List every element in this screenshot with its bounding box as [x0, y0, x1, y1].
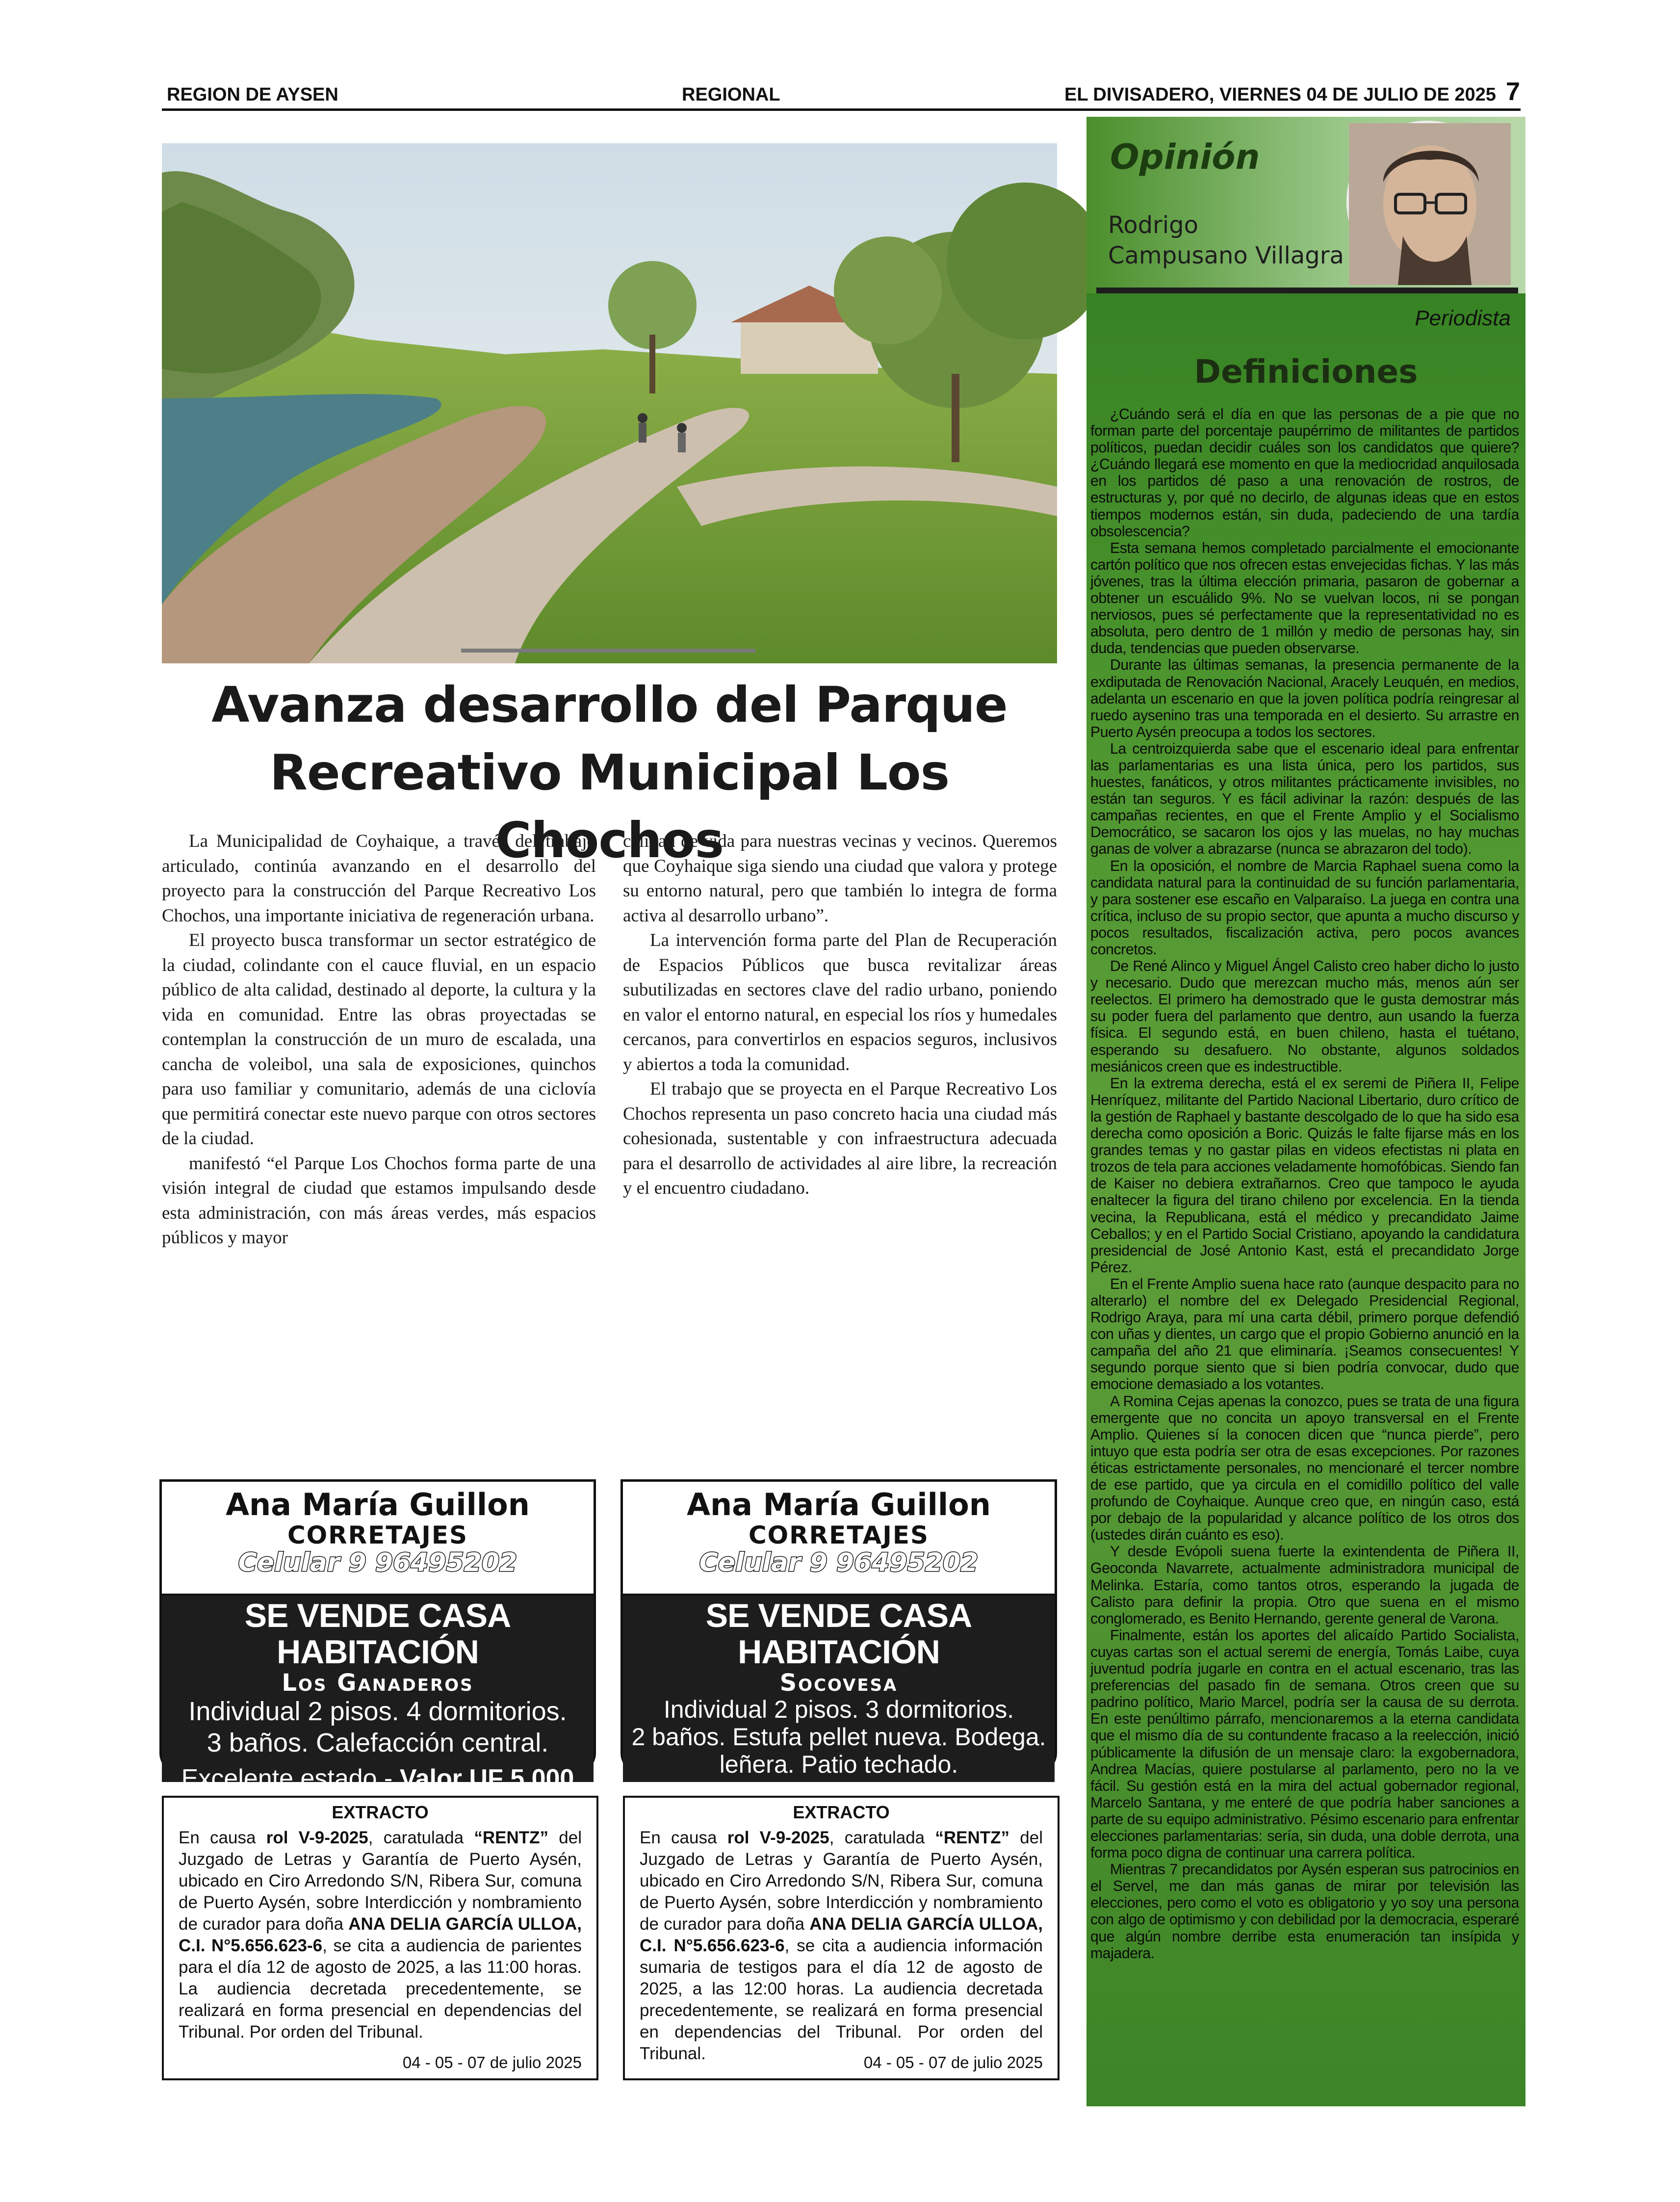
real-estate-ad-2	[620, 1479, 1057, 1810]
ad-phone: Celular 9 96495202	[699, 1548, 979, 1577]
headline-line-1: Avanza desarrollo del Parque	[211, 676, 1008, 734]
ad-company: CORRETAJES	[748, 1521, 930, 1549]
ad-description-2: 3 baños. Calefacción central.	[207, 1728, 549, 1757]
ad-description-1: Individual 2 pisos. 4 dormitorios.	[188, 1697, 567, 1726]
ad-body	[162, 1596, 594, 1793]
opinion-paragraph: Mientras 7 precandidatos por Aysén esperan sus patrocinios en el Servel, me dan más ganas de mirar por televisión las elecciones, pero como el voto es obligatorio y yo soy una persona con algo de optimismo y con debilidad por la democracia, esperaré que algún nombre derribe esta enumeración tan insípida y majadera.	[1090, 1861, 1519, 1962]
ad-condition: Excelente estado -	[181, 1764, 400, 1793]
article-paragraph: La intervención forma parte del Plan de Recuperación de Espacios Públicos que busca revitalizar áreas subutilizadas en sectores clave del radio urbano, poniendo en valor el entorno natural, en especial los ríos y humedales cercanos, para convertirlos en espacios seguros, inclusivos y abiertos a toda la comunidad.	[623, 930, 1057, 1075]
notice-date: 04 - 05 - 07 de julio 2025	[402, 2053, 582, 2071]
article-paragraph: La Municipalidad de Coyhaique, a través del trabajo articulado, continúa avanzando en el desarrollo del proyecto para la construcción del Parque Recreativo Los Chochos, una importante iniciativa de regeneración urbana.	[162, 831, 596, 926]
notice-person: ANA DELIA GARCÍA ULLOA, C.I. N°5.656.623-6	[640, 1914, 1043, 1955]
ad-sector: Socovesa	[779, 1669, 898, 1697]
opinion-paragraph: En el Frente Amplio suena hace rato (aunque despacito para no alterarlo) el nombre del ex Delegado Presidencial Regional, Rodrigo Araya, para mí una carta débil, primero porque defendió con uñas y dientes, un cargo que el propio Gobierno anunció en la campaña del año 21 que eliminaría. ¡Seamos consecuentes! Y segundo porque siento que si bien podría convocar, dudo que emocione demasiado a los votantes.	[1090, 1276, 1519, 1393]
author-first-name: Rodrigo	[1108, 211, 1198, 239]
legal-notice-2	[623, 1796, 1060, 2080]
header-region: REGION DE AYSEN	[167, 84, 338, 105]
opinion-paragraph: Durante las últimas semanas, la presencia permanente de la exdiputada de Renovación Nacional, Aracely Leuquén, en medios, adelanta un escenario en que la joven política podría reingresar al ruedo aysenino tras una temporada en el desierto. Su arrastre en Puerto Aysén preocupa a todos los sectores.	[1090, 657, 1519, 740]
page-number: 7	[1506, 78, 1520, 106]
opinion-paragraph: Esta semana hemos completado parcialmente el emocionante cartón político que nos ofrecen estas envejecidas fichas. Y las más jóvenes, tras la última elección primaria, pasaron de gobernar a obtener un escuálido 9%. No se vuelvan locos, ni se pongan nerviosos, pues sé perfectamente que la representatividad no es absoluta, pero dentro de 1 millón y medio de personas hay, sin duda, tendencias que pueden observarse.	[1090, 540, 1519, 657]
opinion-section-label: Opinión	[1110, 137, 1260, 177]
ad-agent-name: Ana María Guillon	[226, 1487, 530, 1522]
opinion-paragraph: La centroizquierda sabe que el escenario ideal para enfrentar las parlamentarias es una lista única, pero los partidos, sus huestes, fanáticos, y otros militantes prácticamente invisibles, no están tan seguros. Y es fácil adivinar la razón: después de las campañas recientes, en que el Frente Amplio y el Socialismo Democrático, se sacaron los ojos y las muelas, no hay muchas ganas de volver a abrazarse (nunca se abrazaron del todo).	[1090, 740, 1519, 858]
article-photo	[162, 143, 1057, 663]
ad-agent-name: Ana María Guillon	[687, 1487, 991, 1522]
opinion-paragraph: Y desde Evópoli suena fuerte la exintendenta de Piñera II, Geoconda Navarrete, actualmente administradora municipal de Melinka. Estaría, como tantos otros, esperando la jugada de Calisto para definir la propia. Otro que suena en el mismo conglomerado, es Benito Hernando, gerente general de Varona.	[1090, 1544, 1519, 1627]
article-paragraph: El proyecto busca transformar un sector estratégico de la ciudad, colindante con el cauce fluvial, en un espacio público de alta calidad, destinado al deporte, la cultura y la vida en comunidad. Entre las obras proyectadas se contemplan la construcción de un muro de escalada, una cancha de voleibol, una sala de exposiciones, quinchos para uso familiar y comunitario, además de una ciclovía que permitirá conectar este nuevo parque con otros sectores de la ciudad.	[162, 930, 596, 1149]
author-last-name: Campusano Villagra	[1108, 242, 1344, 269]
notice-text: , caratulada	[368, 1828, 474, 1847]
article-paragraph: El trabajo que se proyecta en el Parque Recreativo Los Chochos representa un paso concreto hacia una ciudad más cohesionada, sustentable y con infraestructura adecuada para el desarrollo de actividades al aire libre, la recreación y el encuentro ciudadano.	[623, 1079, 1057, 1198]
opinion-author	[1108, 210, 1344, 271]
author-role: Periodista	[1415, 306, 1511, 330]
opinion-paragraph: En la oposición, el nombre de Marcia Raphael suena como la candidata natural para la continuidad de su función parlamentaria, y para sostener ese escaño en Valparaíso. La juega en contra una crítica, incluso de su propio sector, que apunta a mucho discurso y pocos resultados, fiscalización activa, pero pocos avances concretos.	[1090, 858, 1519, 958]
opinion-column	[1086, 117, 1525, 2106]
opinion-paragraph: En la extrema derecha, está el ex seremi de Piñera II, Felipe Henríquez, militante del Partido Nacional Libertario, duro crítico de la gestión de Raphael y bastante descolgado de lo que ha sido esa derecha como oposición a Boric. Quizás le falte fijarse más en los grandes temas y no gastar pilas en videos efectistas ni plata en trozos de tela para acciones veladamente homofóbicas. Siendo fan de Kaiser no debiera extrañarnos. Creo que tampoco le ayuda enaltecer la figura del tirano chileno por excelencia. En la tienda vecina, la Republicana, está el médico y precandidato Jaime Ceballos; y en el Partido Social Cristiano, apoyando la candidatura presidencial de José Antonio Kast, está el precandidato Jorge Pérez.	[1090, 1075, 1519, 1276]
real-estate-ad-1	[159, 1479, 596, 1793]
ad-price-line	[162, 1761, 594, 1796]
article-paragraph: calidad de vida para nuestras vecinas y vecinos. Queremos que Coyhaique siga siendo una ciudad que valora y protege su entorno natural, pero que también lo integra de forma activa al desarrollo urbano”.	[623, 831, 1057, 926]
ad-sector: Los Ganaderos	[282, 1669, 474, 1697]
park-render-image	[162, 143, 1057, 663]
ad-company: CORRETAJES	[287, 1521, 468, 1549]
article-paragraph: manifestó “el Parque Los Chochos forma parte de una visión integral de ciudad que estamos impulsando desde esta administración, con más áreas verdes, más espacios públicos y mayor	[162, 1153, 596, 1248]
notice-text: del Juzgado de Letras y Garantía de Puerto Aysén, ubicado en Ciro Arredondo S/N, Ribera Sur, comuna de Puerto Aysén, sobre Interdicción y nombramiento de curador para doña	[179, 1828, 582, 1934]
notice-text: En causa	[179, 1828, 266, 1847]
author-portrait	[1346, 121, 1508, 283]
notice-body	[179, 1827, 582, 2043]
header-date: EL DIVISADERO, VIERNES 04 DE JULIO DE 2025	[1064, 84, 1496, 105]
opinion-paragraph: Finalmente, están los aportes del alicaído Partido Socialista, cuyas cartas son el actual seremi de energía, Tomás Laibe, cuya juventud podría jugarle en contra en el actual escenario, tras las preferencias del pasado fin de semana. Otros creen que su padrino político, Mario Marcel, podría ser la causa de su derrota. En este penúltimo párrafo, mencionaremos a la eterna candidata que el mismo día de su contundente fracaso a la reelección, inició públicamente la difusión de un mensaje claro: la exgobernadora, Andrea Macías, quiere postularse al parlamento, pero no la ve fácil. Su gestión está en la mira del actual gobernador regional, Marcelo Santana, y me enteré de que podría haber sanciones a parte de su equipo administrativo. Pésimo escenario para enfrentar elecciones parlamentarias: sería, sin duda, una doble derrota, una forma poco digna de continuar una carrera política.	[1090, 1627, 1519, 1861]
notice-case-title: “RENTZ”	[474, 1828, 549, 1847]
notice-body	[640, 1827, 1043, 2065]
notice-date: 04 - 05 - 07 de julio 2025	[863, 2053, 1043, 2071]
ad-header	[162, 1488, 594, 1596]
notice-case-title: “RENTZ”	[935, 1828, 1010, 1847]
notice-title: EXTRACTO	[793, 1802, 890, 1822]
ad-body	[623, 1596, 1055, 1810]
ad-header	[623, 1488, 1055, 1596]
author-portrait-image	[1349, 123, 1511, 285]
opinion-paragraph: ¿Cuándo será el día en que las personas de a pie que no forman parte del porcentaje paupérrimo de militantes de partidos políticos, puedan decidir cuáles son los candidatos que quiere? ¿Cuándo llegará ese momento en que la mediocridad anquilosada en los partidos dé paso a una renovación de rostros, de estructuras y, por qué no decirlo, de algunas ideas que en estos tiempos modernos están, sin duda, padeciendo de una tardía obsolescencia?	[1090, 406, 1519, 540]
ad-price: Valor UF 5.000	[399, 1764, 574, 1793]
notice-person: ANA DELIA GARCÍA ULLOA, C.I. N°5.656.623-6	[179, 1914, 582, 1955]
notice-text: , caratulada	[829, 1828, 935, 1847]
notice-case-number: rol V-9-2025	[266, 1828, 368, 1847]
headline-line-2: Recreativo Municipal Los Chochos	[269, 744, 950, 869]
ad-description-2: 2 baños. Estufa pellet nueva. Bodega.	[631, 1723, 1046, 1751]
header-section: REGIONAL	[682, 84, 780, 105]
ad-price: Valor UF 4.500	[860, 1782, 1035, 1810]
opinion-paragraph: De René Alinco y Miguel Ángel Calisto creo haber dicho lo justo y necesario. Dudo que merezcan mucho más, menos aún ser reelectos. El primero ha demostrado que le gusta demostrar más su poder fuera del parlamento que dentro, aun usando la fuerza física. El segundo está, en buen chileno, hasta el tuétano, esperando su desafuero. No obstante, algunos soldados mesiánicos creen que es indestructible.	[1090, 958, 1519, 1075]
notice-text: En causa	[640, 1828, 727, 1847]
article-column-2	[623, 829, 1057, 1201]
legal-notice-1	[162, 1796, 598, 2080]
ad-phone: Celular 9 96495202	[238, 1548, 517, 1577]
opinion-divider	[1096, 288, 1518, 293]
article-column-1	[162, 829, 596, 1251]
notice-title: EXTRACTO	[332, 1802, 429, 1822]
ad-headline: SE VENDE CASA HABITACIÓN	[244, 1597, 511, 1671]
opinion-paragraph: A Romina Cejas apenas la conozco, pues se trata de una figura emergente que no concita un apoyo transversal en el Frente Amplio. Quienes sí la conocen dicen que “nunca pierde”, pero intuyo que esta podría ser otra de esas excepciones. Por razones éticas estrictamente personales, no mencionaré el tercer nombre de ese partido, que ya circula en el comidillo político del valle profundo de Coyhaique. Aunque creo que, en ningún caso, está por debajo de la popularidad y alcance político de los otros dos (ustedes dirán cuánto es eso).	[1090, 1393, 1519, 1544]
opinion-title: Definiciones	[1194, 353, 1418, 391]
notice-text: , se cita a audiencia información sumaria de testigos para el día 12 de agosto de 2025, a las 12:00 horas. La audiencia decretada precedentemente, se realizará en forma presencial en dependencias del Tribunal. Por orden del Tribunal.	[640, 1936, 1043, 2063]
page-header	[162, 78, 1521, 111]
ad-description-3: leñera. Patio techado.	[719, 1751, 958, 1778]
notice-text: del Juzgado de Letras y Garantía de Puerto Aysén, ubicado en Ciro Arredondo S/N, Ribera Sur, comuna de Puerto Aysén, sobre Interdicción y nombramiento de curador para doña	[640, 1828, 1043, 1934]
notice-text: , se cita a audiencia de parientes para el día 12 de agosto de 2025, a las 11:00 horas. La audiencia decretada precedentemente, se realizará en forma presencial en dependencias del Tribunal. Por orden del Tribunal.	[179, 1936, 582, 2042]
ad-condition: Excelente estado -	[642, 1782, 861, 1810]
ad-headline: SE VENDE CASA HABITACIÓN	[705, 1597, 972, 1671]
opinion-body	[1086, 406, 1523, 1962]
notice-case-number: rol V-9-2025	[727, 1828, 829, 1847]
ad-description-1: Individual 2 pisos. 3 dormitorios.	[663, 1696, 1014, 1723]
